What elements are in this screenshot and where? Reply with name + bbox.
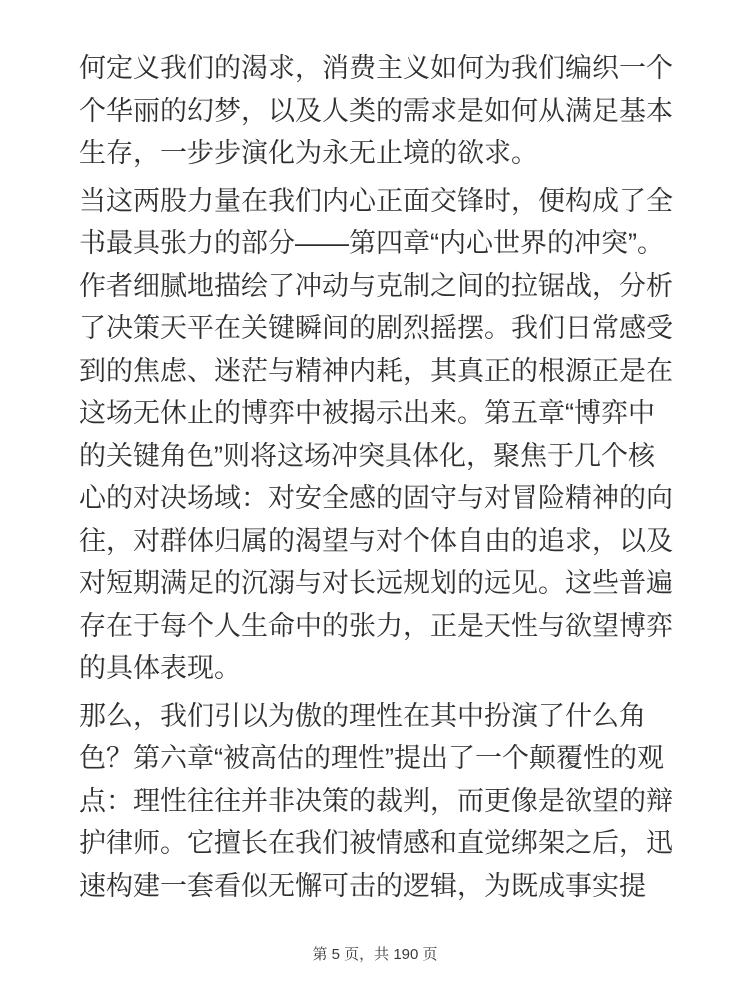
paragraph-2: 当这两股力量在我们内心正面交锋时，便构成了全书最具张力的部分——第四章“内心世界的冲突”。作者细腻地描绘了冲动与克制之间的拉锯战，分析了决策天平在关键瞬间的剧烈摇摆。我们日常感受到的焦虑、迷茫与精神内耗，其真正的根源正是在这场无休止的博弈中被揭示出来。第五章“博弈中的关键角色”则将这场冲突具体化，聚焦于几个核心的对决场域：对安全感的固守与对冒险精神的向往，对群体归属的渴望与对个体自由的追求，以及对短期满足的沉溺与对长远规划的远见。这些普遍存在于每个人生命中的张力，正是天性与欲望博弈的具体表现。 — [79, 185, 673, 683]
paragraph-3: 那么，我们引以为傲的理性在其中扮演了什么角色？第六章“被高估的理性”提出了一个颠覆性的观点：理性往往并非决策的裁判，而更像是欲望的辩护律师。它擅长在我们被情感和直觉绑架之后，迅速构建一套看似无懈可击的逻辑，为既成事实提 — [79, 700, 673, 901]
page-number-indicator: 第 5 页，共 190 页 — [312, 946, 438, 963]
paragraph-1: 何定义我们的渴求，消费主义如何为我们编织一个个华丽的幻梦，以及人类的需求是如何从满足基本生存，一步步演化为永无止境的欲求。 — [79, 53, 673, 168]
page-footer — [0, 944, 750, 970]
page-text-body — [79, 47, 675, 912]
